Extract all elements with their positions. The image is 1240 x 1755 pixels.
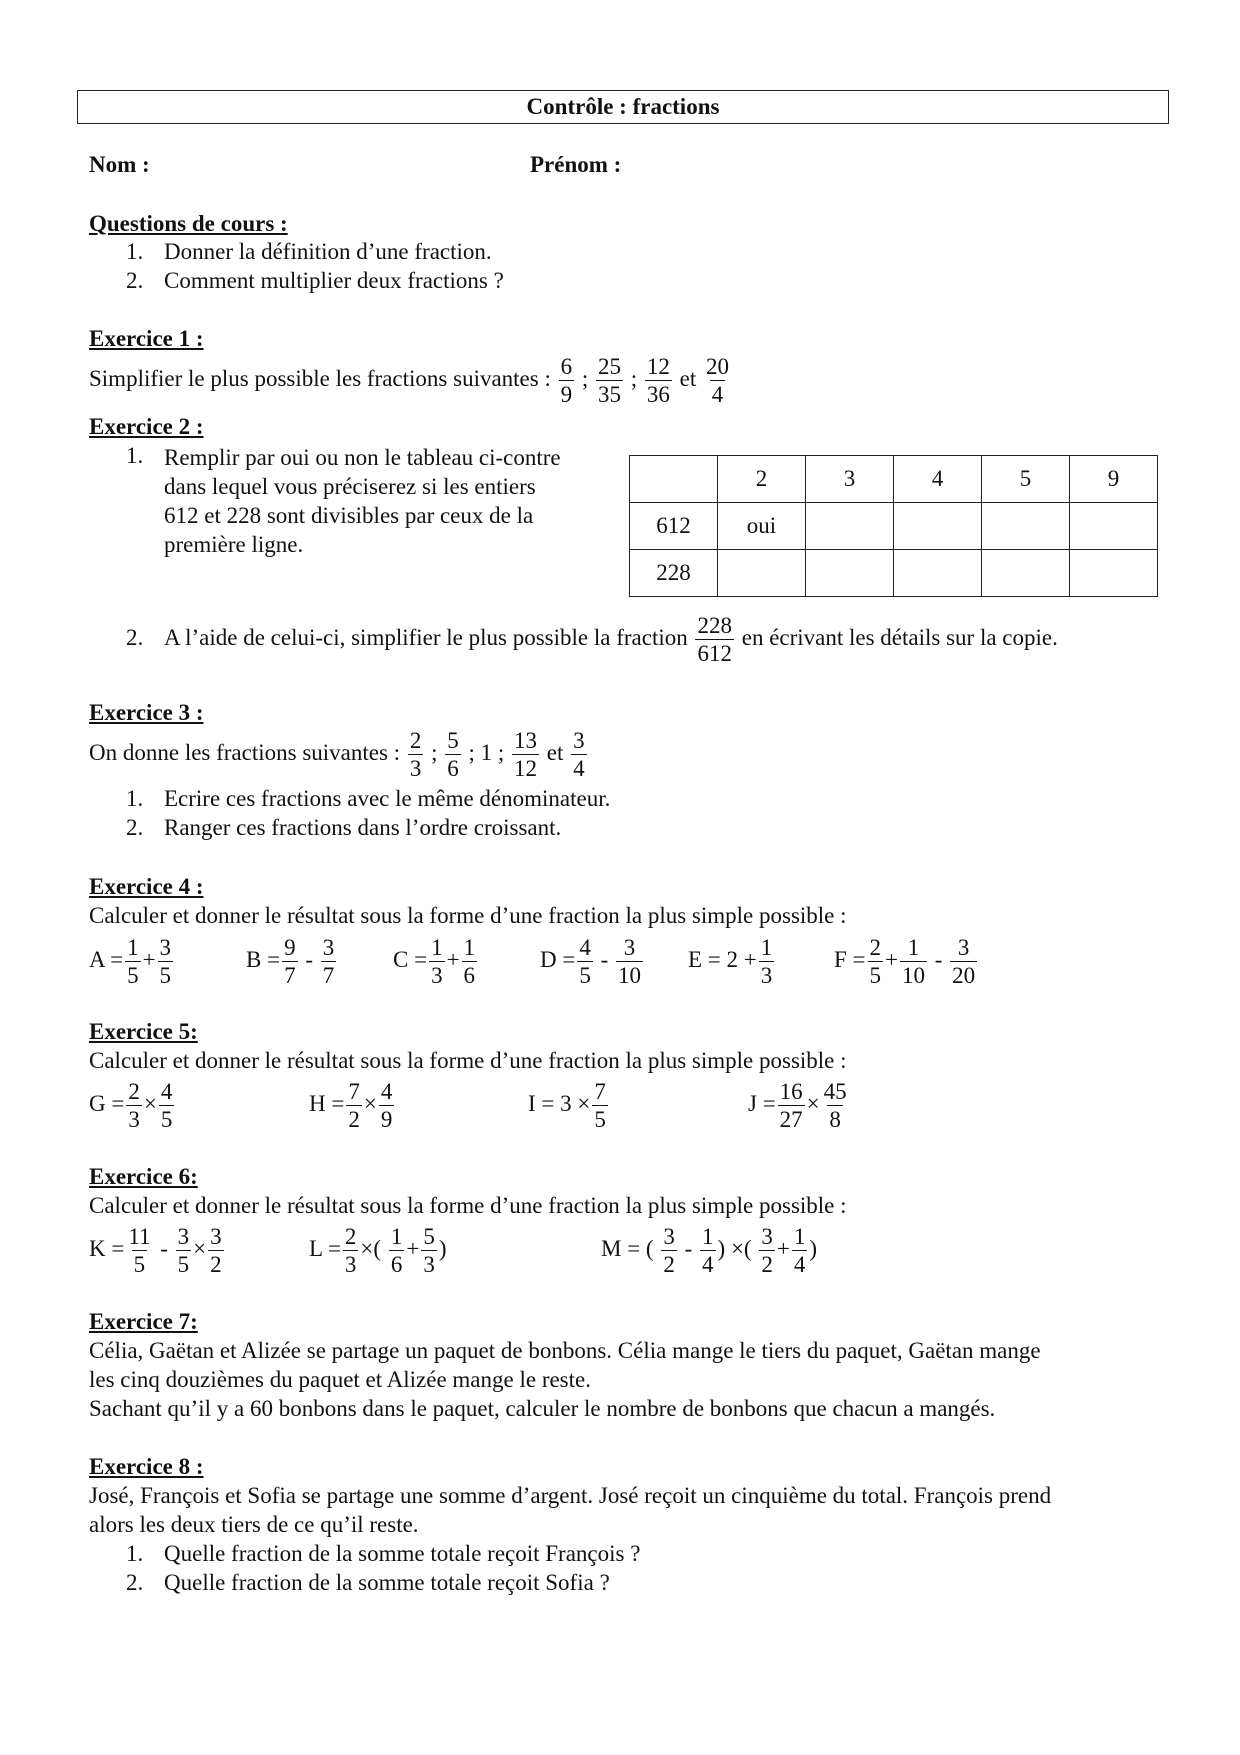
ex1-text: Simplifier le plus possible les fractions suivantes : [89,365,551,391]
table-row [630,456,1158,503]
ex1-heading: Exercice 1 : [89,326,204,351]
ex1-line: Simplifier le plus possible les fractions suivantes : $\frac{6}{9}$ ; $\frac{25}{35}$ ; $\frac{12}{36}$ et $\frac{20}{4}$ [89,354,729,407]
ex8-item-2: 2. Quelle fraction de la somme totale reçoit Sofia ? [126,1570,610,1595]
ex3-item-2: 2. Ranger ces fractions dans l’ordre croissant. [126,815,562,840]
table-cell [1070,503,1158,550]
ex2-item-1: 1. Remplir par oui ou non le tableau ci-contre dans lequel vous préciserez si les entiers 612 et 228 sont divisibles par ceux de la première ligne. [126,443,561,557]
table-row [630,503,1158,550]
ex6-text: Calculer et donner le résultat sous la forme d’une fraction la plus simple possible : [89,1193,847,1218]
fraction: $\frac{2}{3}$ [409,728,422,781]
ex6-heading: Exercice 6: [89,1164,198,1189]
expr-H: H = $\frac{7}{2}$ × $\frac{4}{9}$ [309,1079,393,1132]
table-cell [630,456,718,503]
ex2-item-2: 2. A l’aide de celui-ci, simplifier le plus possible la fraction $\frac{228}{612}$ en écrivant les détails sur la copie. [126,613,1058,666]
expr-K: K = $\frac{11}{5}$ - $\frac{3}{5}$ × $\frac{3}{2}$ [89,1224,222,1277]
expr-I: I = 3 × $\frac{7}{5}$ [528,1079,606,1132]
table-cell: 3 [806,456,894,503]
ex7-line-3: Sachant qu’il y a 60 bonbons dans le paquet, calculer le nombre de bonbons que chacun a mangés. [89,1396,996,1421]
fraction: $\frac{13}{12}$ [514,728,537,781]
ex3-item-1: 1. Ecrire ces fractions avec le même dénominateur. [126,786,611,811]
table-cell: 5 [982,456,1070,503]
table-cell: 9 [1070,456,1158,503]
ex8-item-1: 1. Quelle fraction de la somme totale reçoit François ? [126,1541,641,1566]
prenom-label: Prénom : [530,152,622,177]
fraction: $\frac{228}{612}$ [697,613,732,666]
expr-D: D = $\frac{4}{5}$ - $\frac{3}{10}$ [540,935,642,988]
table-cell: 612 [630,503,718,550]
expr-J: J = $\frac{16}{27}$ × $\frac{45}{8}$ [748,1079,847,1132]
fraction: $\frac{6}{9}$ [560,354,573,407]
expr-C: C = $\frac{1}{3}$ + $\frac{1}{6}$ [393,935,476,988]
expr-E: E = 2 + $\frac{1}{3}$ [688,935,773,988]
page-title: Contrôle : fractions [77,90,1169,124]
nom-label: Nom : [89,152,150,177]
fraction: $\frac{25}{35}$ [598,354,621,407]
table-cell [1070,550,1158,597]
fraction: $\frac{5}{6}$ [447,728,459,781]
ex7-heading: Exercice 7: [89,1309,198,1334]
table-cell [806,550,894,597]
table-cell: 228 [630,550,718,597]
table-cell [894,550,982,597]
expr-A: A = $\frac{1}{5}$ + $\frac{3}{5}$ [89,935,172,988]
table-cell [982,550,1070,597]
fraction: $\frac{12}{36}$ [646,354,670,407]
cours-heading: Questions de cours : [89,211,288,236]
table-row [630,550,1158,597]
table-cell [806,503,894,550]
ex5-heading: Exercice 5: [89,1019,198,1044]
table-cell: 2 [718,456,806,503]
table-cell [718,550,806,597]
ex4-text: Calculer et donner le résultat sous la forme d’une fraction la plus simple possible : [89,903,847,928]
ex2-heading: Exercice 2 : [89,414,204,439]
table-cell: 4 [894,456,982,503]
cours-item-1: 1. Donner la définition d’une fraction. [126,239,492,264]
expr-L: L = $\frac{2}{3}$ ×( $\frac{1}{6}$ + $\frac{5}{3}$ ) [309,1224,447,1277]
expr-M: M = ( $\frac{3}{2}$ - $\frac{1}{4}$ ) ×( $\frac{3}{2}$ + $\frac{1}{4}$ ) [601,1224,817,1277]
ex8-heading: Exercice 8 : [89,1454,204,1479]
expr-G: G = $\frac{2}{3}$ × $\frac{4}{5}$ [89,1079,173,1132]
table-cell [982,503,1070,550]
ex7-line-1: Célia, Gaëtan et Alizée se partage un paquet de bonbons. Célia mange le tiers du paquet, Gaëtan mange [89,1338,1041,1363]
ex8-line-2: alors les deux tiers de ce qu’il reste. [89,1512,419,1537]
ex8-line-1: José, François et Sofia se partage une somme d’argent. José reçoit un cinquième du total. François prend [89,1483,1052,1508]
fraction: $\frac{20}{4}$ [706,354,729,407]
cours-item-2: 2. Comment multiplier deux fractions ? [126,268,504,293]
ex3-line: On donne les fractions suivantes : $\frac{2}{3}$ ; $\frac{5}{6}$ ; 1 ; $\frac{13}{12}$ et $\frac{3}{4}$ [89,728,585,781]
table-cell [894,503,982,550]
expr-B: B = $\frac{9}{7}$ - $\frac{3}{7}$ [246,935,335,988]
ex5-text: Calculer et donner le résultat sous la forme d’une fraction la plus simple possible : [89,1048,847,1073]
divisibility-table [629,455,1158,597]
expr-F: F = $\frac{2}{5}$ + $\frac{1}{10}$ - $\frac{3}{20}$ [834,935,976,988]
fraction: $\frac{3}{4}$ [573,728,585,781]
ex4-heading: Exercice 4 : [89,874,204,899]
ex7-line-2: les cinq douzièmes du paquet et Alizée mange le reste. [89,1367,591,1392]
table-cell: oui [718,503,806,550]
ex3-heading: Exercice 3 : [89,700,204,725]
